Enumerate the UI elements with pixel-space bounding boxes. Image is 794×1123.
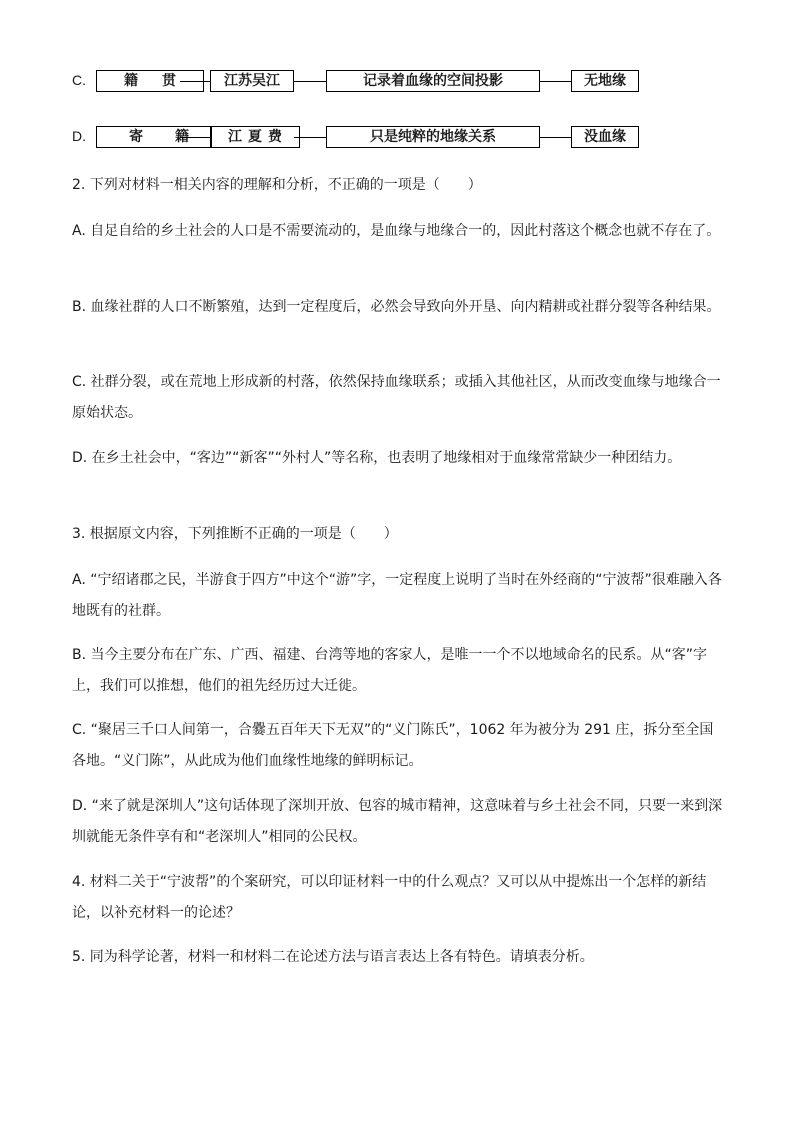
- box-place-name: 江夏费: [210, 126, 300, 148]
- connector-line: [180, 81, 210, 82]
- question-2-option-d: D. 在乡土社会中，“客边”“新客”“外村人”等名称，也表明了地缘相对于血缘常常缺少一种团结力。: [72, 450, 682, 466]
- question-3-option-d: D. “来了就是深圳人”这句话体现了深圳开放、包容的城市精神，这意味着与乡土社会不同，只要一来到深圳就能无条件享有和“老深圳人”相同的公民权。: [72, 798, 723, 845]
- question-2-option-c: C. 社群分裂，或在荒地上形成新的村落，依然保持血缘联系；或插入其他社区，从而改变血缘与地缘合一原始状态。: [72, 374, 721, 421]
- box-description: 只是纯粹的地缘关系: [326, 126, 540, 148]
- connector-line: [540, 81, 571, 82]
- connector-line: [540, 137, 571, 138]
- question-3-option-a: A. “宁绍诸郡之民，半游食于四方”中这个“游”字，一定程度上说明了当时在外经商的“宁波帮”很难融入各地既有的社群。: [72, 572, 722, 619]
- option-letter: D.: [72, 128, 86, 144]
- box-conclusion: 没血缘: [571, 126, 639, 148]
- question-2-option-b: B. 血缘社群的人口不断繁殖，达到一定程度后，必然会导致向外开垦、向内精耕或社群分裂等各种结果。: [72, 299, 721, 315]
- question-3-option-c: C. “聚居三千口人间第一，合爨五百年天下无双”的“义门陈氏”，1062 年为被分为 291 庄，拆分至全国各地。“义门陈”，从此成为他们血缘性地缘的鲜明标记。: [72, 722, 714, 769]
- connector-line: [294, 81, 326, 82]
- question-5-stem: 5. 同为科学论著，材料一和材料二在论述方法与语言表达上各有特色。请填表分析。: [72, 949, 594, 965]
- diagram-row-d: [72, 126, 672, 152]
- question-2-option-a: A. 自足自给的乡土社会的人口是不需要流动的，是血缘与地缘合一的，因此村落这个概念也就不存在了。: [72, 223, 721, 239]
- question-2-stem: 2. 下列对材料一相关内容的理解和分析，不正确的一项是（ ）: [72, 177, 482, 193]
- question-3-stem: 3. 根据原文内容，下列推断不正确的一项是（ ）: [72, 526, 398, 542]
- box-conclusion: 无地缘: [571, 70, 639, 92]
- box-native-place: 籍贯: [96, 70, 204, 92]
- question-4-stem: 4. 材料二关于“宁波帮”的个案研究，可以印证材料一中的什么观点？又可以从中提炼出一个怎样的新结论，以补充材料一的论述？: [72, 874, 707, 921]
- box-description: 记录着血缘的空间投影: [326, 70, 540, 92]
- box-adopted-place: 寄籍: [96, 126, 212, 148]
- box-place-name: 江苏吴江: [210, 70, 294, 92]
- option-letter: C.: [72, 72, 86, 88]
- connector-line: [180, 137, 210, 138]
- connector-line: [294, 137, 326, 138]
- question-3-option-b: B. 当今主要分布在广东、广西、福建、台湾等地的客家人，是唯一一个不以地域命名的民系。从“客”字上，我们可以推想，他们的祖先经历过大迁徙。: [72, 647, 708, 694]
- diagram-row-c: [72, 70, 672, 96]
